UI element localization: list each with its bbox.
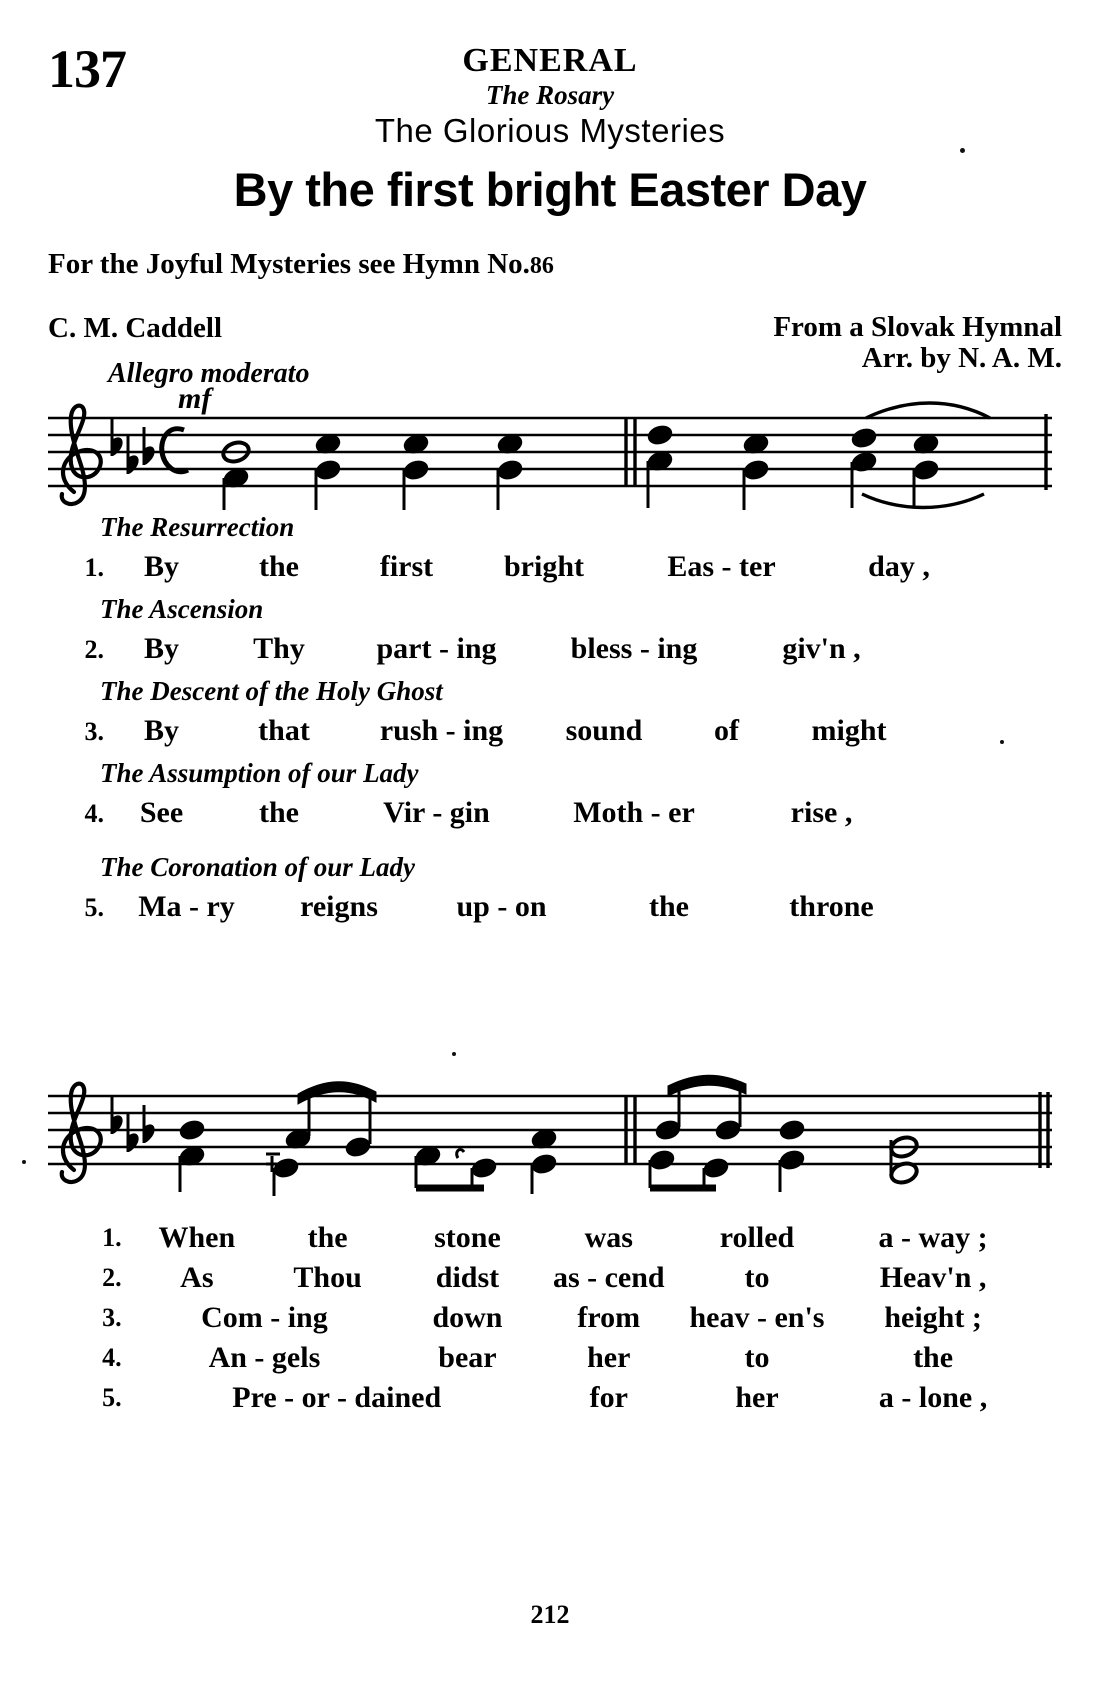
lyric-syllable: Ma - ry [138,890,235,923]
note-chord [496,432,524,510]
hymn-number: 137 [48,39,126,99]
scan-speck [452,1052,456,1056]
tempo-marking: Allegro moderato [108,358,310,389]
lyric-syllable: reigns [300,890,378,923]
verse-number: 5. [84,893,104,922]
lyric-line-verse-5 [48,890,1058,924]
note-chord [912,432,940,506]
lyric-syllable: An - gels [208,1341,321,1374]
lyric-syllable: Vir - gin [383,796,490,829]
lyric-syllable: See [139,796,184,829]
scan-speck [960,148,965,153]
mystery-label-3: The Descent of the Holy Ghost [100,676,443,706]
cross-reference-text: For the Joyful Mysteries see Hymn No. [48,248,530,280]
author-right-line2: Arr. by N. A. M. [861,342,1062,375]
table-row [70,1378,1030,1418]
lyric-syllable: rolled [719,1221,795,1254]
lyric-syllable: up - on [456,890,547,923]
lyric-syllable: As [180,1261,214,1294]
page-number: 212 [530,1600,570,1629]
lyric-syllable: bright [503,550,584,583]
lyric-syllable: a - way ; [878,1221,988,1254]
lyric-syllable: Com - ing [201,1301,328,1334]
verse-number: 2. [84,635,104,664]
lyric-line-verse-2 [48,632,1058,666]
note-beamed-group [648,1075,746,1188]
lyric-syllable: a - lone , [878,1381,988,1414]
general-heading: GENERAL [462,42,638,79]
lyric-line-verse-1 [48,550,1058,584]
lyric-syllable: bear [438,1341,497,1374]
lyric-syllable: Moth - er [573,796,695,829]
lyric-syllable: the [259,550,299,583]
lyric-line-verse-4 [48,796,1058,830]
lyric-syllable: stone [434,1221,501,1254]
scan-speck [1000,740,1004,744]
lyric-syllable: Eas - ter [667,550,776,583]
cross-reference-number: 86 [529,253,554,279]
table-row [70,1258,1030,1298]
mystery-label-1: The Resurrection [100,512,295,542]
table-row [70,1218,1030,1258]
mystery-label-4: The Assumption of our Lady [100,758,419,788]
note-chord [778,1118,806,1192]
lyric-syllable: throne [789,890,874,923]
mystery-label-2: The Ascension [100,594,264,624]
lyric-syllable: rise , [790,796,853,829]
lyric-syllable: By [143,714,179,747]
lyric-syllable: sound [565,714,643,747]
note-half [889,1134,919,1185]
lyric-syllable: By [143,550,179,583]
lyric-syllable: from [577,1301,641,1334]
verse-number: 4. [102,1343,122,1372]
verse-number: 3. [84,717,104,746]
lyric-syllable: that [258,714,310,747]
music-staff-1 [40,400,1060,510]
verse-number: 4. [84,799,104,828]
verse-number: 1. [102,1223,122,1252]
lyric-syllable: Thou [293,1261,362,1294]
lyric-syllable: her [587,1341,631,1374]
cross-reference [48,248,554,281]
lyric-syllable: of [714,714,739,747]
note-chord [178,1118,206,1192]
lyric-syllable: bless - ing [570,632,698,665]
lyric-syllable: the [307,1221,348,1254]
treble-clef-icon [62,406,101,504]
section-heading: The Rosary [485,80,615,110]
lyric-syllable: might [811,714,887,747]
lyric-syllable: part - ing [376,632,497,665]
lyric-syllable: rush - ing [379,714,504,747]
lyric-syllable: day , [868,550,930,583]
lyric-syllable: Heav'n , [879,1261,987,1294]
table-row [70,1338,1030,1378]
verse-number: 5. [102,1383,122,1412]
verse-table [70,1218,1030,1418]
lyric-syllable: her [735,1381,779,1414]
note-chord [314,432,342,510]
verse-number: 1. [84,553,104,582]
dynamic-marking: mf [178,382,212,415]
lyric-syllable: to [744,1341,770,1374]
author-right-line1: From a Slovak Hymnal [773,311,1062,343]
scan-speck [22,1160,26,1164]
lyric-syllable: down [432,1301,503,1334]
verse-number: 2. [102,1263,122,1292]
lyric-syllable: the [649,890,689,923]
note-beamed-group [266,1082,376,1196]
note-chord [646,423,674,508]
note-chord [414,1144,498,1188]
note-chord [221,439,251,510]
lyric-syllable: Pre - or - dained [232,1381,442,1414]
lyric-syllable: was [584,1221,633,1254]
lyric-syllable: When [158,1221,236,1254]
key-signature-flats [112,1096,155,1152]
author-right [773,312,1062,375]
table-row [70,1298,1030,1338]
treble-clef-icon [62,1084,101,1182]
lyric-syllable: Thy [253,632,305,665]
lyric-syllable: didst [435,1261,500,1294]
note-chord [530,1127,558,1194]
note-chord [742,432,770,510]
key-signature-flats [112,418,155,474]
lyric-syllable: the [913,1341,954,1374]
page-title: By the first bright Easter Day [233,163,867,216]
lyric-line-verse-3 [48,714,1058,748]
subsection-heading: The Glorious Mysteries [374,112,726,149]
lyric-syllable: first [379,550,434,583]
lyric-syllable: as - cend [552,1261,665,1294]
note-chord [402,432,430,510]
lyric-syllable: to [744,1261,770,1294]
lyric-syllable: for [589,1381,628,1414]
verse-number: 3. [102,1303,122,1332]
lyric-syllable: giv'n , [782,632,861,665]
lyric-syllable: the [259,796,299,829]
author-left: C. M. Caddell [48,312,222,344]
lyric-syllable: heav - en's [689,1301,825,1334]
music-staff-2 [40,1068,1060,1198]
lyric-syllable: height ; [884,1301,982,1334]
mystery-label-5: The Coronation of our Lady [100,852,416,882]
lyric-syllable: By [143,632,179,665]
